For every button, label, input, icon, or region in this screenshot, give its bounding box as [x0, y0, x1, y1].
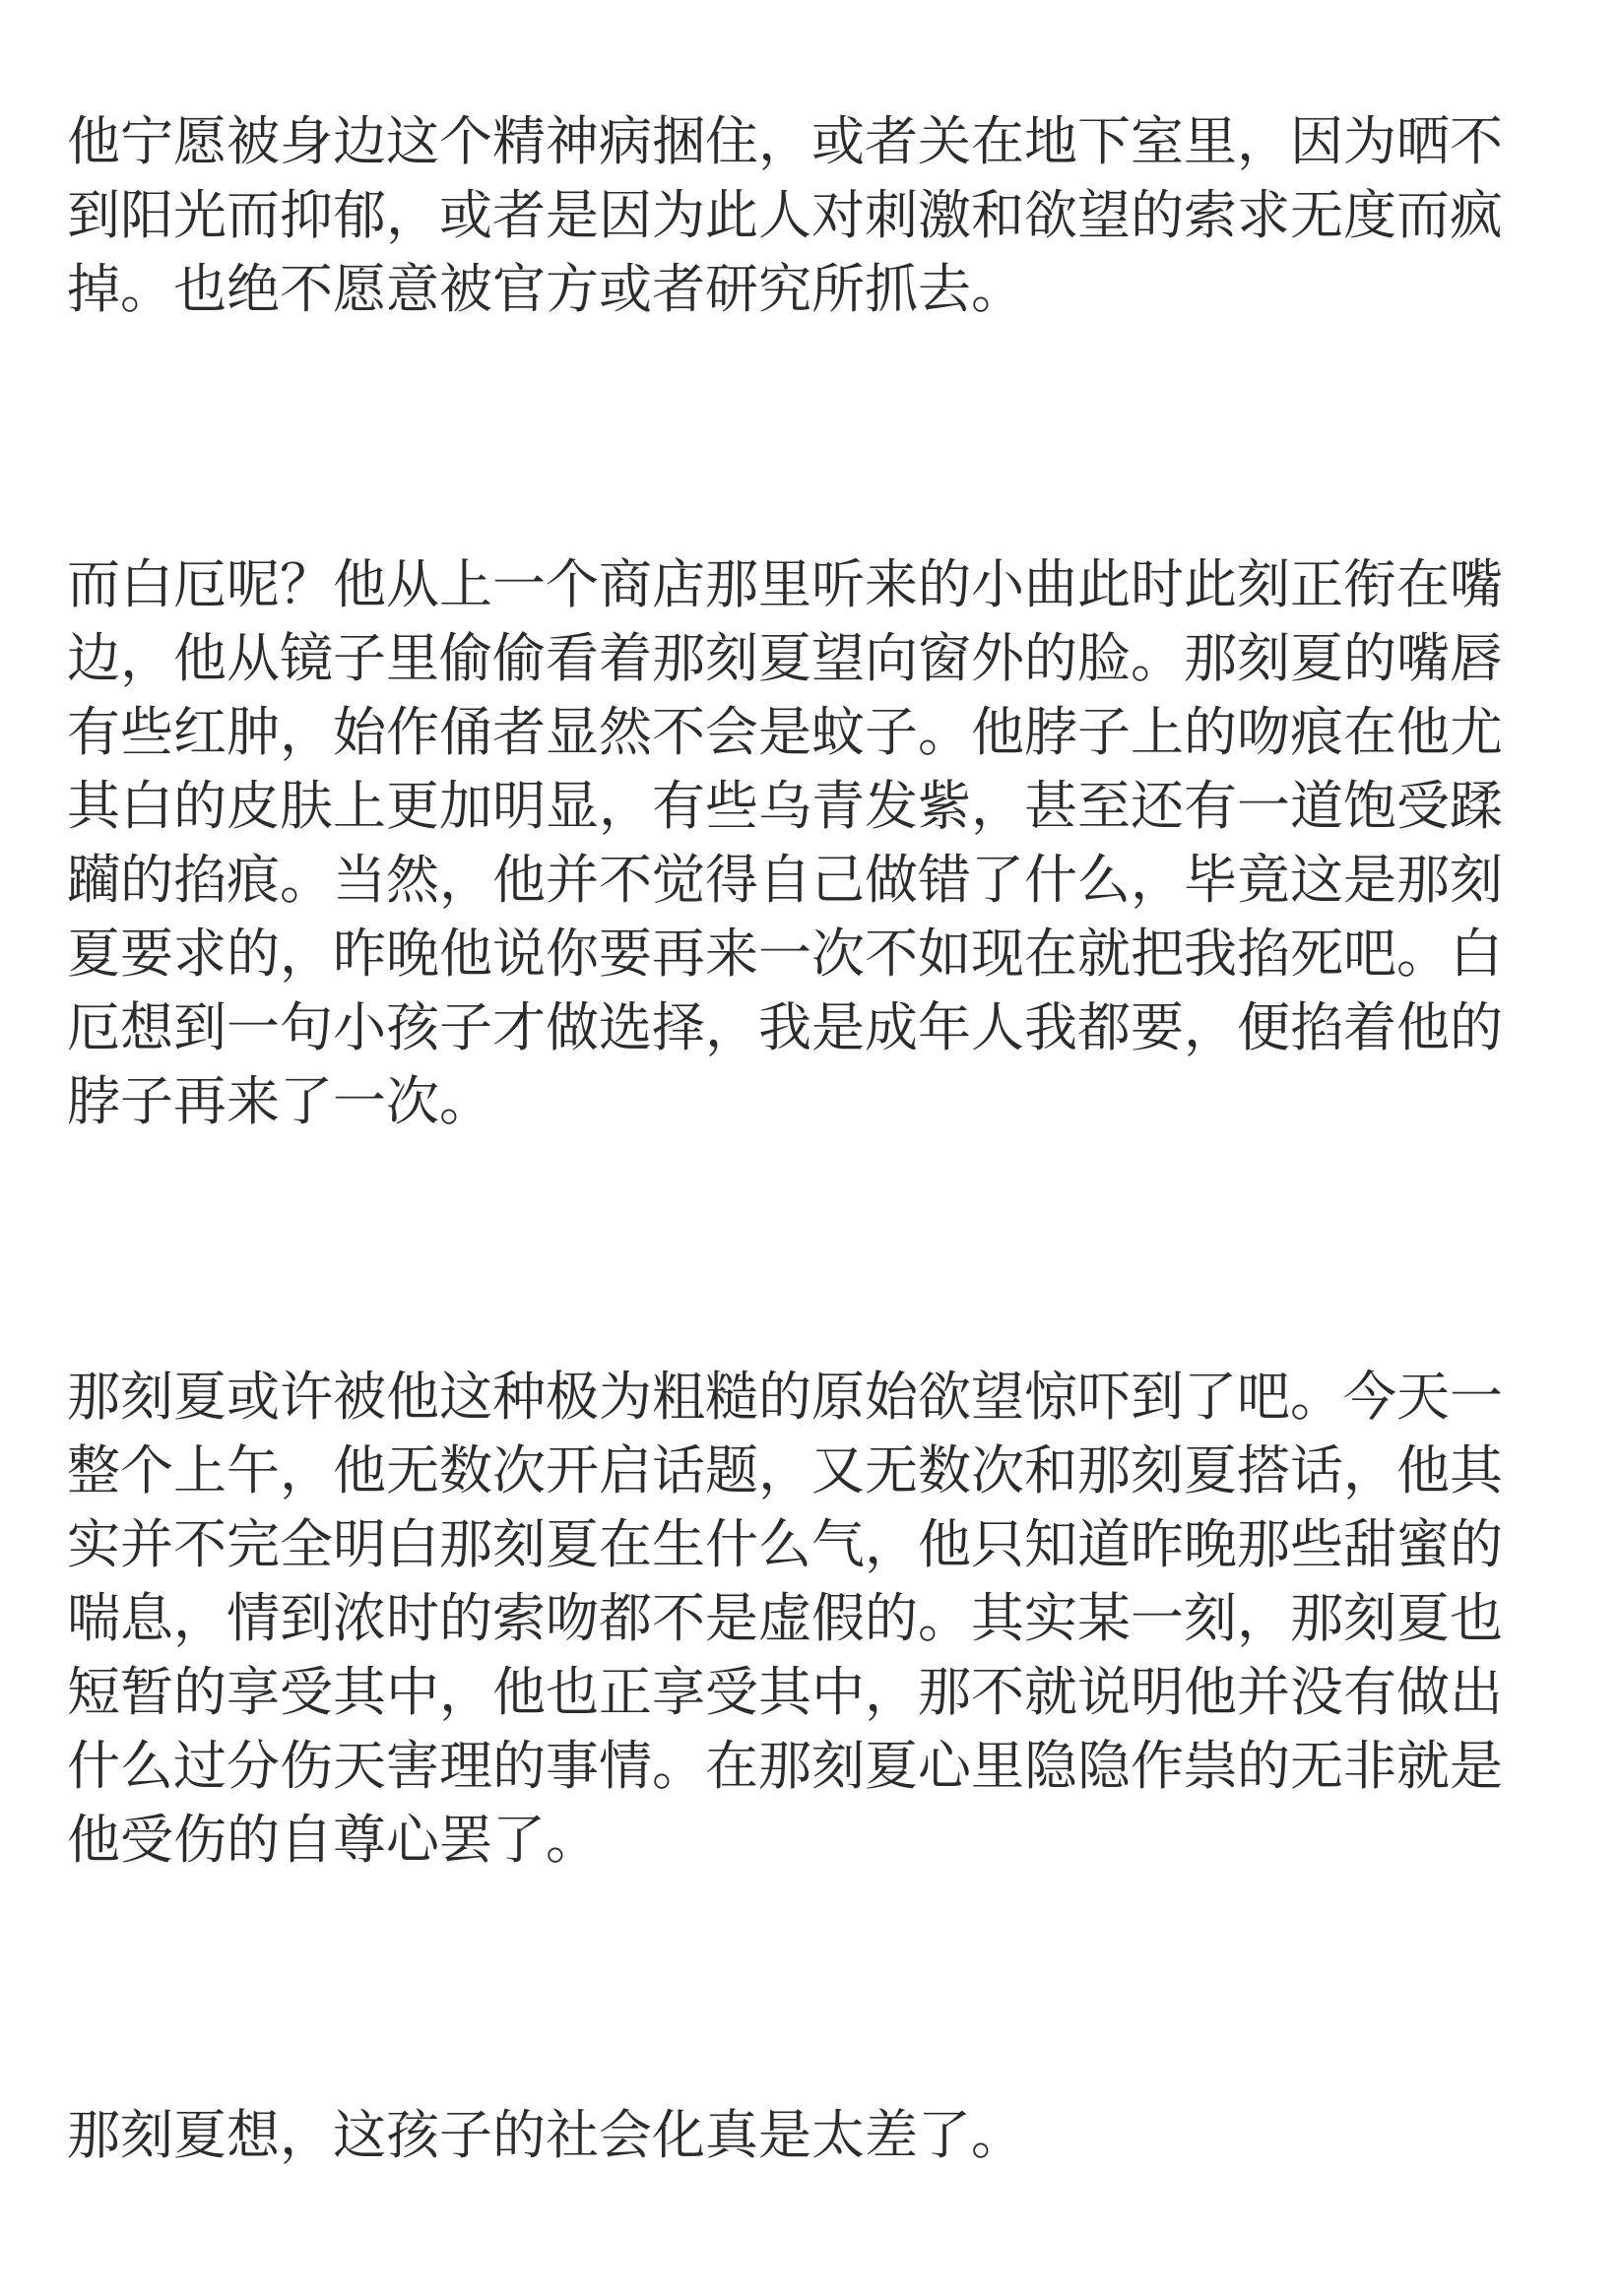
story-paragraph-1: 他宁愿被身边这个精神病捆住，或者关在地下室里，因为晒不到阳光而抑郁，或者是因为此人对刺激和欲望的索求无度而疯掉。也绝不愿意被官方或者研究所抓去。	[67, 112, 1503, 319]
story-paragraph-3: 那刻夏或许被他这种极为粗糙的原始欲望惊吓到了吧。今天一整个上午，他无数次开启话题，又无数次和那刻夏搭话，他其实并不完全明白那刻夏在生什么气，他只知道昨晚那些甜蜜的喘息，情到浓时的索吻都不是虚假的。其实某一刻，那刻夏也短暂的享受其中，他也正享受其中，那不就说明他并没有做出什么过分伤天害理的事情。在那刻夏心里隐隐作祟的无非就是他受伤的自尊心罢了。	[67, 1368, 1503, 1870]
story-paragraph-2: 而白厄呢？他从上一个商店那里听来的小曲此时此刻正衔在嘴边，他从镜子里偷偷看着那刻夏望向窗外的脸。那刻夏的嘴唇有些红肿，始作俑者显然不会是蚊子。他脖子上的吻痕在他尤其白的皮肤上更加明显，有些乌青发紫，甚至还有一道饱受蹂躏的掐痕。当然，他并不觉得自己做错了什么，毕竟这是那刻夏要求的，昨晚他说你要再来一次不如现在就把我掐死吧。白厄想到一句小孩子才做选择，我是成年人我都要，便掐着他的脖子再来了一次。	[67, 555, 1503, 1131]
story-paragraph-4: 那刻夏想，这孩子的社会化真是太差了。	[67, 2106, 1024, 2165]
